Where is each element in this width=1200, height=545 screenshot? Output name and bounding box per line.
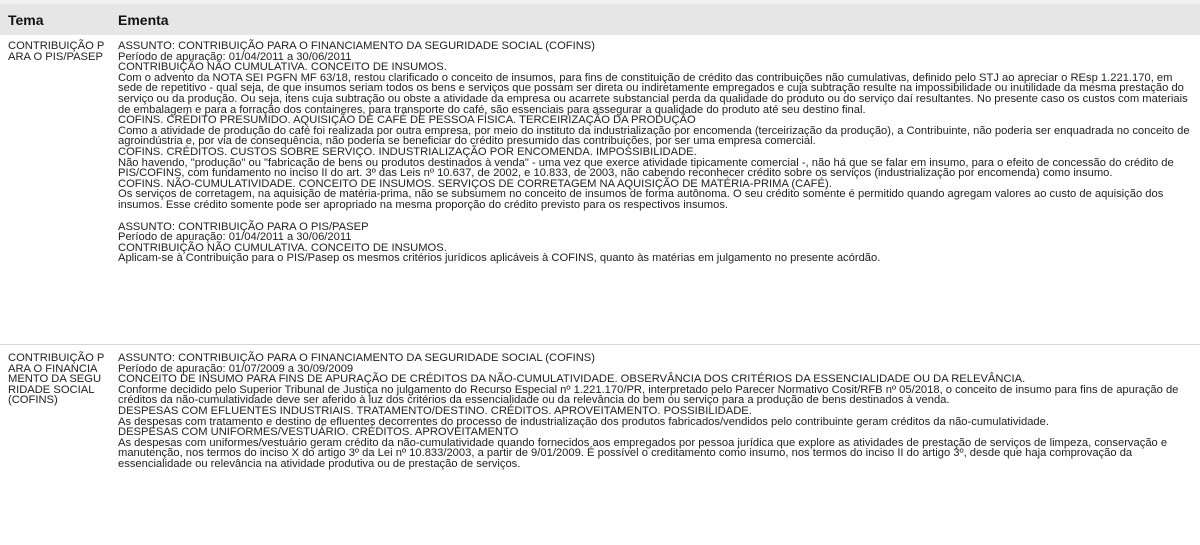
ementa-line: ASSUNTO: CONTRIBUIÇÃO PARA O PIS/PASEP	[118, 220, 369, 233]
table-row	[0, 35, 1200, 345]
ementa-line: COFINS. CRÉDITOS. CUSTOS SOBRE SERVIÇO. INDUSTRIALIZAÇÃO POR ENCOMENDA. IMPOSSIBILIDADE.	[118, 145, 697, 158]
ementa-line: As despesas com tratamento e destino de efluentes decorrentes do processo de industrialização dos produtos fabricados/vendidos pelo contribuinte geram créditos da não-cumulatividade.	[118, 415, 1049, 428]
table-row	[0, 345, 1200, 470]
ementa-line: ASSUNTO: CONTRIBUIÇÃO PARA O FINANCIAMENTO DA SEGURIDADE SOCIAL (COFINS)	[118, 40, 595, 52]
ementa-line: CONTRIBUIÇÃO NÃO CUMULATIVA. CONCEITO DE INSUMOS.	[118, 241, 447, 254]
ementa-line: Conforme decidido pelo Superior Tribunal de Justiça no julgamento do Recurso Especial nº 1.221.170/PR, interpretado pelo Parecer Normativo Cosit/RFB nº 05/2018, o conceito de insumo para fins de apuração de créditos da não-cumulatividade deve ser aferido à luz dos critérios da essencialidade ou da relevância do bem ou serviço para a produção de bens destinados à venda.	[118, 383, 1179, 407]
ementa-line: Período de apuração: 01/07/2009 a 30/09/2009	[118, 362, 354, 375]
ementa-cell	[110, 345, 1200, 470]
ementa-line: CONCEITO DE INSUMO PARA FINS DE APURAÇÃO DE CRÉDITOS DA NÃO-CUMULATIVIDADE. OBSERVÂNCIA DOS CRITÉRIOS DA ESSENCIALIDADE OU DA RELEVÂNCIA.	[118, 373, 1026, 386]
ementa-line: Período de apuração: 01/04/2011 a 30/06/2011	[118, 231, 352, 244]
header-ementa: Ementa	[110, 2, 1200, 35]
ementa-line: DESPESAS COM EFLUENTES INDUSTRIAIS. TRATAMENTO/DESTINO. CRÉDITOS. APROVEITAMENTO. POSSIBILIDADE.	[118, 404, 752, 417]
header-tema: Tema	[0, 2, 110, 35]
ementa-line: DESPESAS COM UNIFORMES/VESTUÁRIO. CRÉDITOS. APROVEITAMENTO	[118, 426, 519, 439]
ementa-line: ASSUNTO: CONTRIBUIÇÃO PARA O FINANCIAMENTO DA SEGURIDADE SOCIAL (COFINS)	[118, 352, 595, 364]
ementa-line: COFINS. NÃO-CUMULATIVIDADE. CONCEITO DE INSUMOS. SERVIÇOS DE CORRETAGEM NA AQUISIÇÃO DE MATÉRIA-PRIMA (CAFÉ).	[118, 177, 832, 190]
ementa-line: Como a atividade de produção do café foi realizada por outra empresa, por meio do instituto da industrialização por encomenda (terceirização da produção), a Contribuinte, não poderia ser enquadrada no conceito de agroindústria e, por via de consequência, não poderia se beneficiar do crédito presumido das contribuições, por ser uma empresa comercial.	[118, 124, 1190, 148]
tema-cell: CONTRIBUIÇÃO PARA O FINANCIAMENTO DA SEGURIDADE SOCIAL (COFINS)	[8, 352, 105, 407]
tema-cell: CONTRIBUIÇÃO PARA O PIS/PASEP	[0, 35, 110, 345]
ementa-line: Aplicam-se à Contribuição para o PIS/Pasep os mesmos critérios jurídicos aplicáveis à COFINS, quanto às matérias em julgamento no presente acórdão.	[118, 252, 881, 265]
ementa-line: As despesas com uniformes/vestuário geram crédito da não-cumulatividade quando fornecidos aos empregados por pessoa jurídica que explore as atividades de prestação de serviços de limpeza, conservação e manutenção, nos termos do inciso X do artigo 3º da Lei nº 10.833/2003, a partir de 9/01/2009. É possível o creditamento como insumo, nos termos do inciso II do artigo 3º, desde que haja comprovação da essencialidade ou relevância na atividade produtiva ou de prestação de serviços.	[118, 436, 1168, 470]
paragraph-gap	[118, 211, 1192, 222]
ementa-line: Período de apuração: 01/04/2011 a 30/06/2011	[118, 50, 352, 63]
table-header-row	[0, 2, 1200, 35]
ementa-line: CONTRIBUIÇÃO NÃO CUMULATIVA. CONCEITO DE INSUMOS.	[118, 61, 447, 74]
ementa-line: Os serviços de corretagem, na aquisição de matéria-prima, não se subsumem no conceito de insumos de forma autônoma. O seu crédito somente é permitido quando agregam valores ao custo de aquisição dos insumos. Esse crédito somente pode ser apropriado na mesma proporção do crédito previsto para os respectivos insumos.	[118, 188, 1164, 211]
ementa-line: Com o advento da NOTA SEI PGFN MF 63/18, restou clarificado o conceito de insumos, para fins de constituição de crédito das contribuições não cumulativas, definido pelo STJ ao apreciar o REsp 1.221.170, em sede de repetitivo - qual seja, de que insumos seriam todos os bens e serviços que possam ser direta ou indiretamente empregados e cuja subtração resulte na impossibilidade ou inutilidade da mesma prestação do serviço ou da produção. Ou seja, itens cuja subtração ou obste a atividade da empresa ou acarrete substancial perda da qualidade do produto ou do serviço daí resultantes. No presente caso os custos com materiais de embalagem e para a forração dos containeres, para transporte do café, são essenciais para assegurar a qualidade do produto até seu destino final.	[118, 71, 1188, 116]
ementa-line: Não havendo, "produção" ou "fabricação de bens ou produtos destinados à venda" - uma vez que exerce atividade tipicamente comercial -, não há que se falar em insumo, para o efeito de concessão do crédito de PIS/COFINS, com fundamento no inciso II do art. 3º das Leis nº 10.637, de 2002, e 10.833, de 2003, não cabendo reconhecer crédito sobre os serviços (industrialização por encomenda) como insumo.	[118, 156, 1174, 180]
ementa-cell	[110, 35, 1200, 345]
ementa-line: COFINS. CRÉDITO PRESUMIDO. AQUISIÇÃO DE CAFÉ DE PESSOA FÍSICA. TERCEIRIZAÇÃO DA PRODUÇÃO	[118, 114, 696, 127]
